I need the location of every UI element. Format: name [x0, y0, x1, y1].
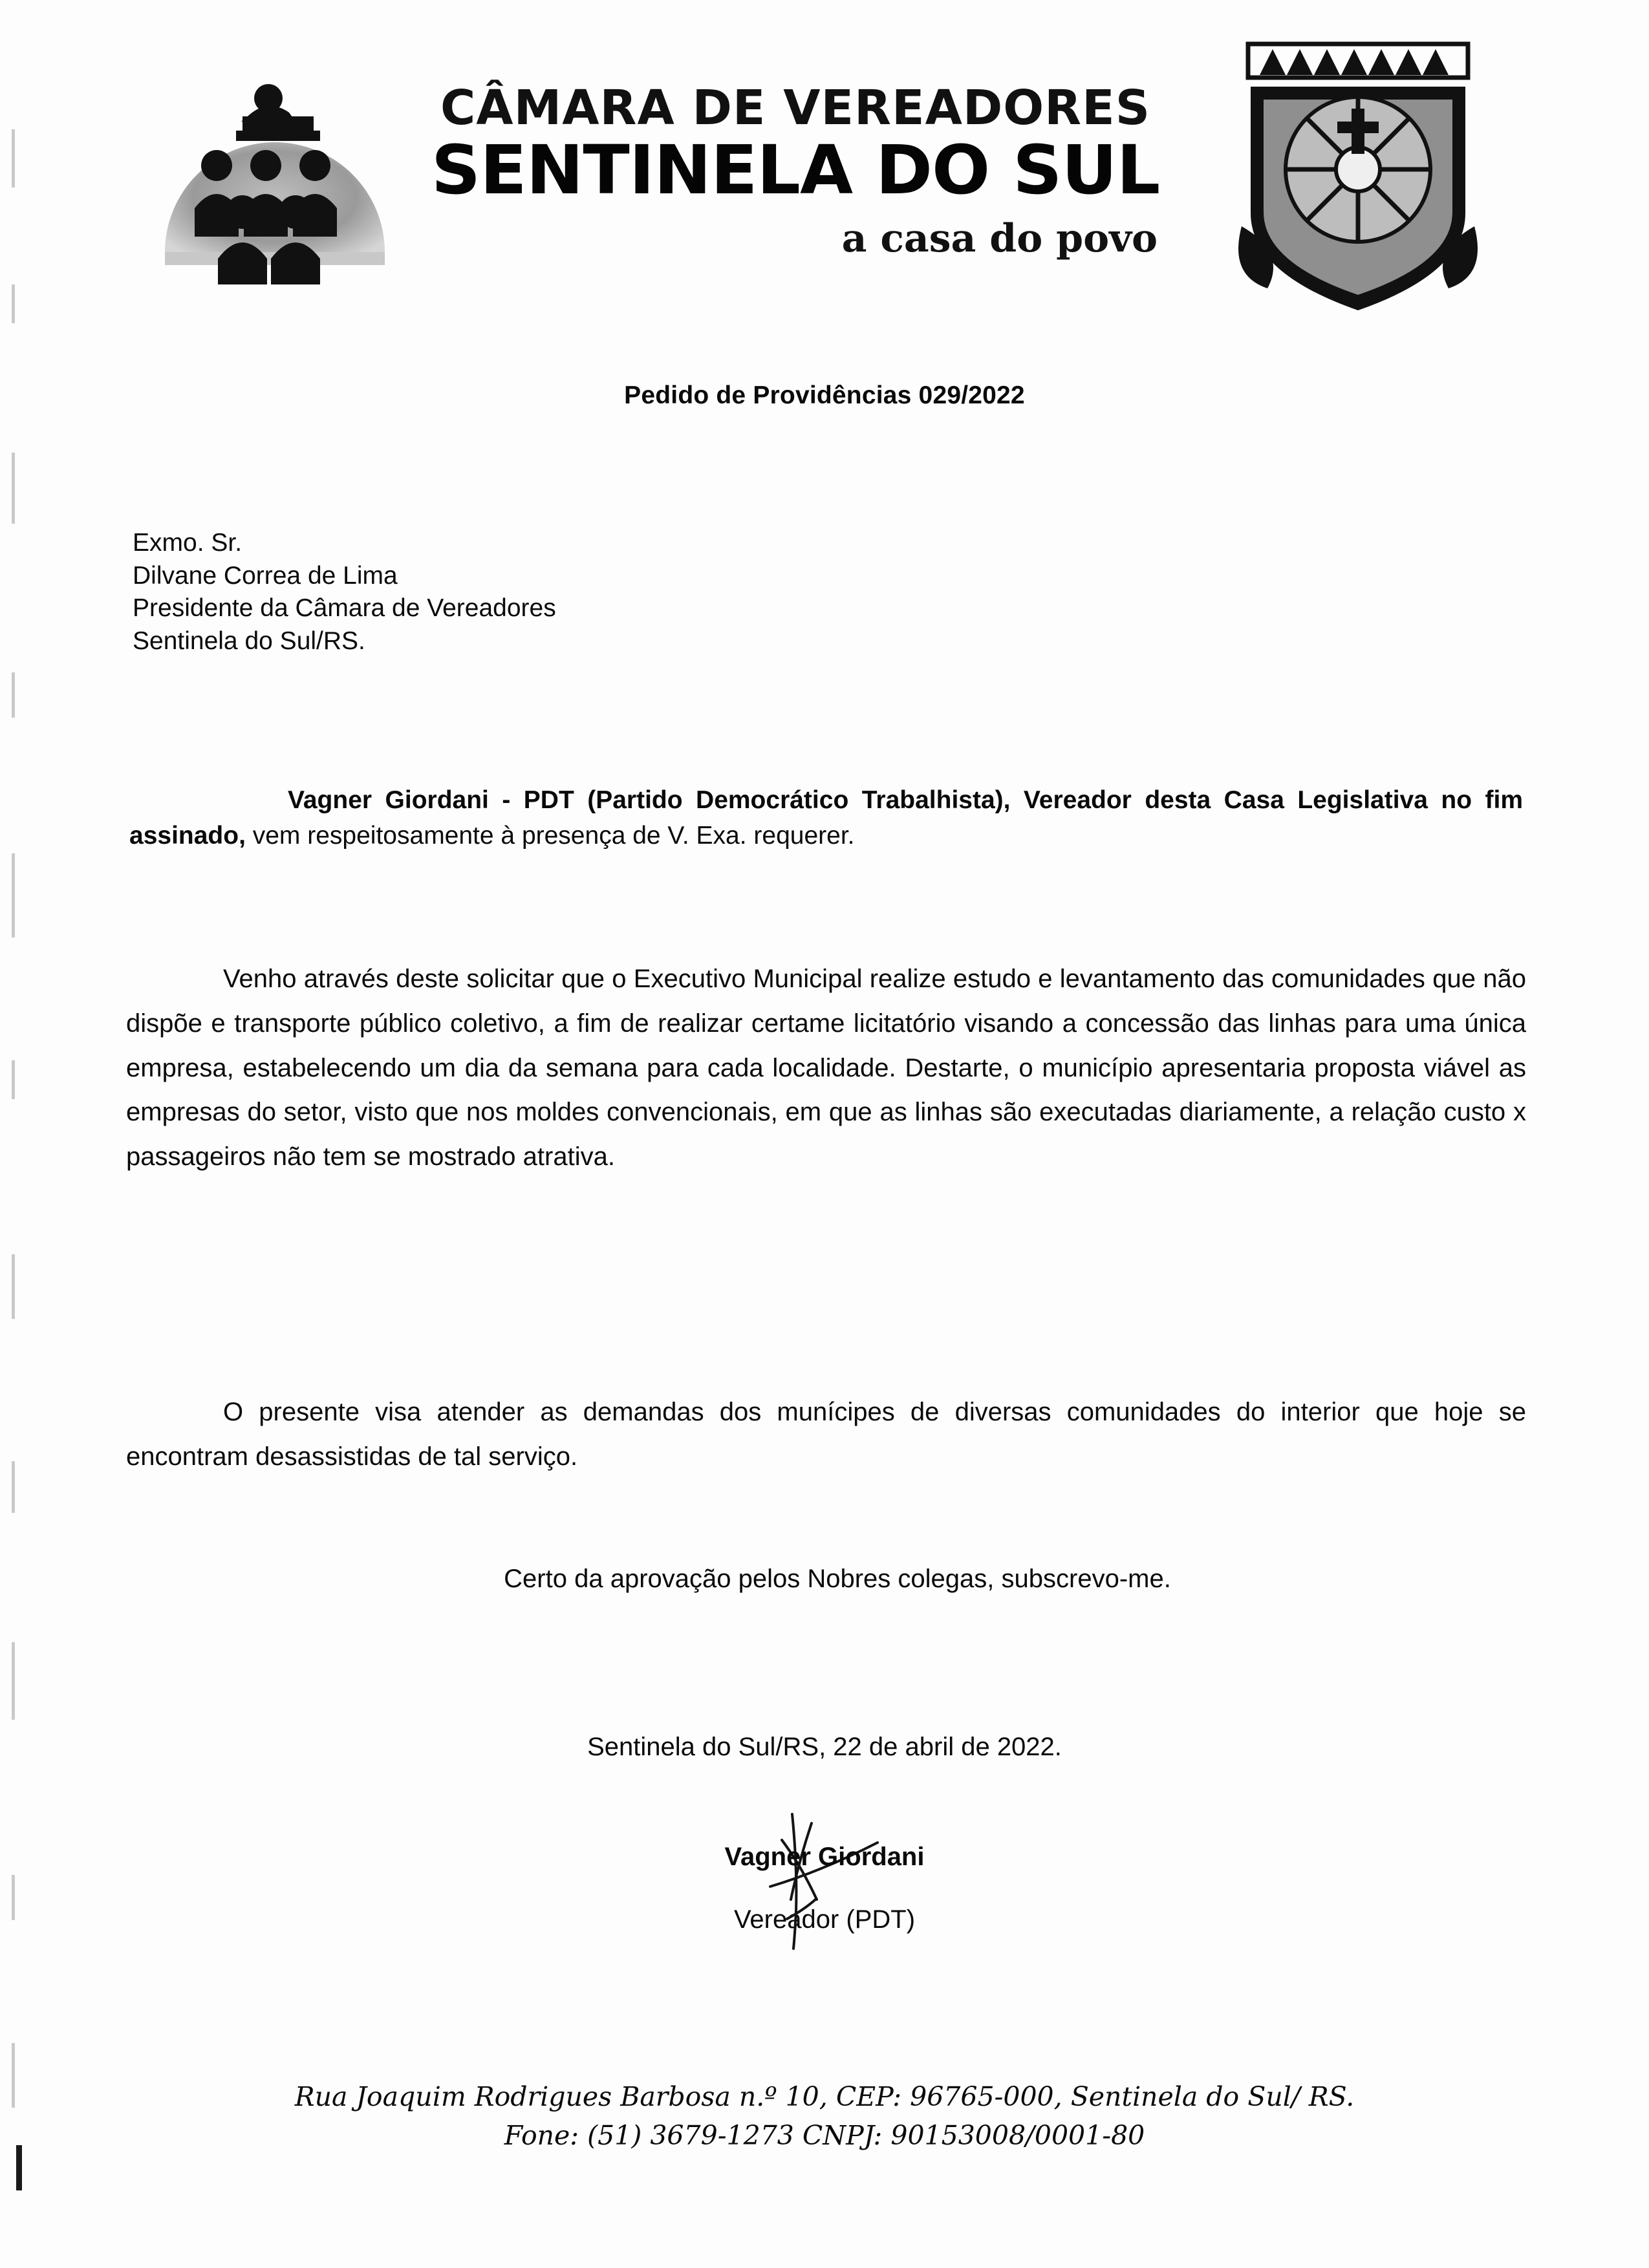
footer-address: Rua Joaquim Rodrigues Barbosa n.º 10, CEP: 96765-000, Sentinela do Sul/ RS.	[294, 2081, 1355, 2113]
addressee-line-2: Dilvane Correa de Lima	[133, 561, 398, 590]
masthead-line-2: SENTINELA DO SUL	[431, 131, 1160, 210]
signature-block	[0, 1804, 1649, 1934]
intro-bold-text: Vagner Giordani - PDT (Partido Democrático Trabalhista), Vereador desta Casa Legislativa no fim assinado,	[129, 786, 1523, 850]
place-and-date: Sentinela do Sul/RS, 22 de abril de 2022.	[587, 1733, 1062, 1761]
page-edge-mark	[16, 2145, 22, 2190]
camara-people-logo	[146, 39, 404, 297]
intro-rest-text: vem respeitosamente à presença de V. Exa. requerer.	[245, 822, 855, 850]
letterhead	[0, 26, 1649, 336]
masthead-line-1: CÂMARA DE VEREADORES	[440, 80, 1151, 136]
addressee-line-3: Presidente da Câmara de Vereadores	[133, 594, 556, 623]
masthead-tagline: a casa do povo	[841, 215, 1158, 261]
footer-contact: Fone: (51) 3679-1273 CNPJ: 90153008/0001-80	[504, 2119, 1145, 2151]
signature-name: Vagner Giordani	[724, 1843, 925, 1871]
closing-text: Certo da aprovação pelos Nobres colegas, subscrevo-me.	[504, 1565, 1171, 1593]
signature-role: Vereador (PDT)	[733, 1905, 916, 1934]
handwritten-signature	[715, 1804, 934, 1952]
body-paragraph-2-text: O presente visa atender as demandas dos munícipes de diversas comunidades do interior que hoje se encontram desassistidas de tal serviço.	[126, 1398, 1526, 1471]
closing-line	[0, 1565, 1649, 1594]
masthead	[414, 80, 1177, 261]
addressee-line-1: Exmo. Sr.	[133, 529, 242, 557]
footer-block	[0, 2078, 1649, 2155]
brasao-sentinela-do-sul	[1235, 32, 1481, 317]
body-paragraph-1-text: Venho através deste solicitar que o Executivo Municipal realize estudo e levantamento das comunidades que não dispõe e transporte público coletivo, a fim de realizar certame licitatório visando a concessão das linhas para uma única empresa, estabelecendo um dia da semana para cada localidade. Destarte, o município apresentaria proposta viável as empresas do setor, visto que nos moldes convencionais, em que as linhas são executadas diariamente, a relação custo x passageiros não tem se mostrado atrativa.	[126, 965, 1526, 1171]
body-paragraph-2	[126, 1390, 1526, 1479]
body-paragraph-1	[126, 957, 1526, 1179]
intro-paragraph	[129, 782, 1523, 854]
addressee-block	[133, 527, 556, 658]
addressee-line-4: Sentinela do Sul/RS.	[133, 627, 365, 656]
document-title: Pedido de Providências 029/2022	[624, 381, 1025, 409]
